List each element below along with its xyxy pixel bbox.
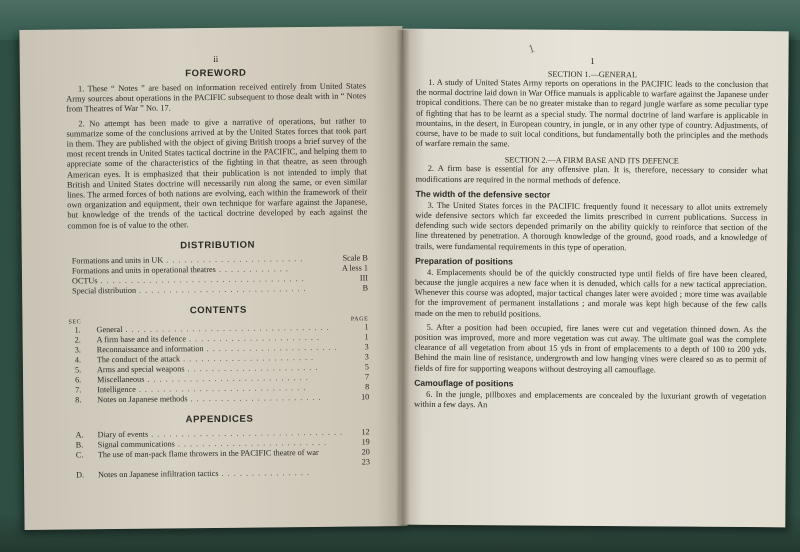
appendix-item-title: The use of man-pack flame throwers in the PACIFIC theatre of war: [97, 447, 319, 460]
paragraph-3: 3. The United States forces in the PACIFIC frequently found it necessary to allot units extremely wide defensive sectors which far exceeded the limits prescribed in current publications. Success in defending such wide sectors depended primarily on the ability quickly to reinforce that section of the line threatened by penetration. A thorough knowledge of the ground, good roads, and a knowledge of trails, were fundamental requirements in this type of operation.: [415, 200, 768, 252]
contents-item: 4. The conduct of the attack . . . . . . . . . . . . . . . . . . . . . . 3: [74, 352, 369, 365]
appendix-item-page: 23: [361, 457, 370, 467]
paragraph-4: 4. Emplacements should be of the quickly constructed type until fields of fire have been cleared, because the jungle acquires a new face when it is denuded, which calls for a new tactical appreciation. Whenever this course was adopted, major tactical changes later were avoided ; more time was available for the improvement of permanent installations ; and morale was kept high because of the few calls made on the men to rebuild positions.: [414, 267, 768, 319]
contents-item-page: 1: [364, 332, 369, 342]
contents-item: 2. A firm base and its defence . . . . . . . . . . . . . . . . . . . . . . 1: [74, 332, 369, 345]
appendices-heading: APPENDICES: [185, 413, 254, 426]
contents-item-page: 5: [364, 362, 369, 372]
distribution-label: Formations and units in UK: [71, 255, 164, 266]
appendix-item-letter: D.: [76, 470, 85, 480]
contents-item-title: Intelligence: [97, 384, 136, 395]
paragraph-6: 6. In the jungle, pillboxes and emplacements are concealed by the luxuriant growth of vegetation within a few days. An: [414, 389, 767, 410]
contents-page-header: PAGE: [350, 316, 369, 323]
preparation-subheading: Preparation of positions: [415, 255, 513, 267]
appendix-item: D. Notes on Japanese infiltration tactics . . . . . . . . . . . . . . .: [76, 467, 310, 480]
distribution-value: B: [362, 283, 369, 293]
contents-item-page: 10: [361, 392, 370, 402]
contents-item: 3. Reconnaissance and information . . . . . . . . . . . . . . . . . . . . . . 3: [74, 342, 369, 355]
contents-item-title: Reconnaissance and information: [96, 343, 204, 355]
contents-item-number: 6.: [75, 375, 82, 385]
contents-item-title: The conduct of the attack: [96, 354, 181, 365]
contents-item-title: Arms and special weapons: [96, 364, 185, 375]
contents-item-title: A firm base and its defence: [96, 334, 187, 345]
appendix-item-title: Notes on Japanese infiltration tactics: [98, 468, 219, 480]
contents-item: 1. General . . . . . . . . . . . . . . . . . . . . . . . . . . . . . . . . . . 1: [74, 322, 369, 335]
appendix-item-letter: [76, 460, 98, 470]
appendix-item-page: 19: [361, 437, 370, 447]
section-2-title: SECTION 2.—A FIRM BASE AND ITS DEFENCE: [504, 155, 679, 167]
appendix-item-letter: B.: [75, 440, 84, 450]
left-page: [19, 26, 407, 530]
appendix-item-page: 20: [361, 447, 370, 457]
contents-heading: CONTENTS: [189, 304, 247, 317]
contents-item: 5. Arms and special weapons . . . . . . . . . . . . . . . . . . . . . . 5: [74, 362, 369, 375]
right-page-number: 1: [590, 55, 595, 66]
appendix-item-page: 12: [361, 427, 370, 437]
width-subheading: The width of the defensive sector: [415, 188, 551, 200]
pencil-mark: 1: [526, 41, 537, 57]
contents-item: 6. Miscellaneous . . . . . . . . . . . . . . . . . . . . . . . . . . . 7: [75, 372, 370, 385]
contents-item-number: 4.: [74, 355, 82, 365]
contents-item-title: Miscellaneous: [97, 374, 145, 385]
appendix-item: B. Signal communications . . . . . . . . . . . . . . . . . . . . . . . . . 19: [75, 437, 370, 450]
appendix-item-letter: C.: [75, 450, 84, 460]
book-gutter: [396, 30, 410, 526]
paragraph-5: 5. After a position had been occupied, fire lanes were cut and vegetation thinned down. As the position was improved, more and more vegetation was cut away. The ultimate goal was the complete clearance of all vegetation from about 15 yds in front of emplacements to a depth of 100 to 200 yds. Behind the main line of resistance, undergrowth and low hanging vines were cleared so as to permit of fields of fire for supporting weapons without destroying all camouflage.: [414, 322, 767, 375]
appendix-item-title: Signal communications: [97, 439, 175, 450]
contents-item-page: 3: [364, 342, 369, 352]
contents-item-page: 3: [364, 352, 369, 362]
contents-item: 8. Notes on Japanese methods . . . . . . . . . . . . . . . . . . . . . . 10: [75, 392, 370, 405]
distribution-row: Formations and units in UK . . . . . . . . . . . . . . . . . . . . . . . Scale B: [71, 253, 368, 266]
appendix-item: A. Diary of events . . . . . . . . . . . . . . . . . . . . . . . . . . . . . . . . 12: [75, 427, 370, 440]
distribution-value: III: [359, 273, 369, 283]
contents-item-page: 1: [364, 322, 369, 332]
distribution-row: Formations and units in operational theatres . . . . . . . . . . . . A less 1: [71, 263, 368, 276]
appendix-item-letter: A.: [75, 430, 84, 440]
right-page: [399, 29, 788, 528]
distribution-value: A less 1: [341, 263, 368, 273]
distribution-label: OCTUs: [71, 276, 98, 286]
foreword-paragraph-2: 2. No attempt has been made to give a narrative of operations, but rather to summarize some of the conclusions arrived at by the United States forces that took part in them. They are published with the object of giving British troops a brief survey of the most recent trends in United States tactical doctrine in the PACIFIC, and helping them to appreciate some of the characteristics of the fighting in that theatre, as seen through American eyes. It is emphasized that their publication is not intended to imply that British and United States doctrine will necessarily run along the same, or even similar lines. The armed forces of both nations are evolving, each within the framework of their own organization and equipment, their own technique for warfare against the Japanese, but knowledge of the trends of the tactical doctrine developed by each against the common foe is of value to the other.: [66, 116, 368, 231]
contents-item-number: 8.: [75, 395, 82, 405]
distribution-heading: DISTRIBUTION: [180, 239, 256, 252]
distribution-label: Special distribution: [72, 285, 137, 296]
contents-item-page: 8: [365, 382, 370, 392]
contents-item: 7. Intelligence . . . . . . . . . . . . . . . . . . . . . . . . . . . . 8: [75, 382, 370, 395]
appendices-list: [70, 427, 371, 480]
paragraph-1: 1. A study of United States Army reports on operations in the PACIFIC leads to the conclusion that the normal doctrine laid down in War Office manuals is applicable to warfare against the Japanese under tropical conditions. There can be no greater mistake than to regard jungle warfare as some peculiar type of fighting that has to be learnt as a special study. The normal doctrine of land warfare is applicable in mountains, in the desert, in European country, in jungle, or in any other type of country. Adjustments, of course, have to be made to suit local conditions, but fundamentally both the principles and the methods of warfare remain the same.: [415, 77, 769, 149]
section-1-title: SECTION 1.—GENERAL: [547, 69, 638, 80]
contents-item-page: 7: [364, 372, 370, 382]
contents-list: [68, 322, 369, 405]
contents-item-number: 5.: [74, 365, 82, 375]
distribution-row: Special distribution . . . . . . . . . . . . . . . . . . . . . . . . . . . . B: [72, 283, 369, 296]
distribution-label: Formations and units in operational theatres: [71, 264, 216, 276]
distribution-row: OCTUs . . . . . . . . . . . . . . . . . . . . . . . . . . . . . . . . . . III: [71, 273, 369, 286]
left-page-number: ii: [213, 53, 219, 64]
contents-item-title: General: [96, 324, 123, 335]
camouflage-subheading: Camouflage of positions: [414, 377, 514, 389]
contents-item-number: 3.: [74, 345, 81, 355]
contents-item-number: 2.: [74, 335, 81, 345]
contents-item-number: 1.: [74, 325, 81, 335]
distribution-value: Scale B: [342, 253, 368, 263]
foreword-paragraph-1: 1. These “ Notes ” are based on information received entirely from United States Army sources about operations in the PACIFIC subsequent to those dealt with in “ Notes from Theatres of War ” No. 17.: [66, 81, 367, 114]
appendix-item-title: Diary of events: [97, 429, 149, 440]
paragraph-2: 2. A firm base is essential for any offensive plan. It is, therefore, necessary to consider what modifications are required in the normal methods of defence.: [415, 164, 768, 185]
distribution-list: [68, 253, 368, 296]
contents-item-title: Notes on Japanese methods: [97, 394, 188, 405]
foreword-heading: FOREWORD: [185, 67, 247, 80]
contents-item-number: 7.: [75, 385, 82, 395]
contents-sec-header: SEC: [68, 319, 82, 326]
